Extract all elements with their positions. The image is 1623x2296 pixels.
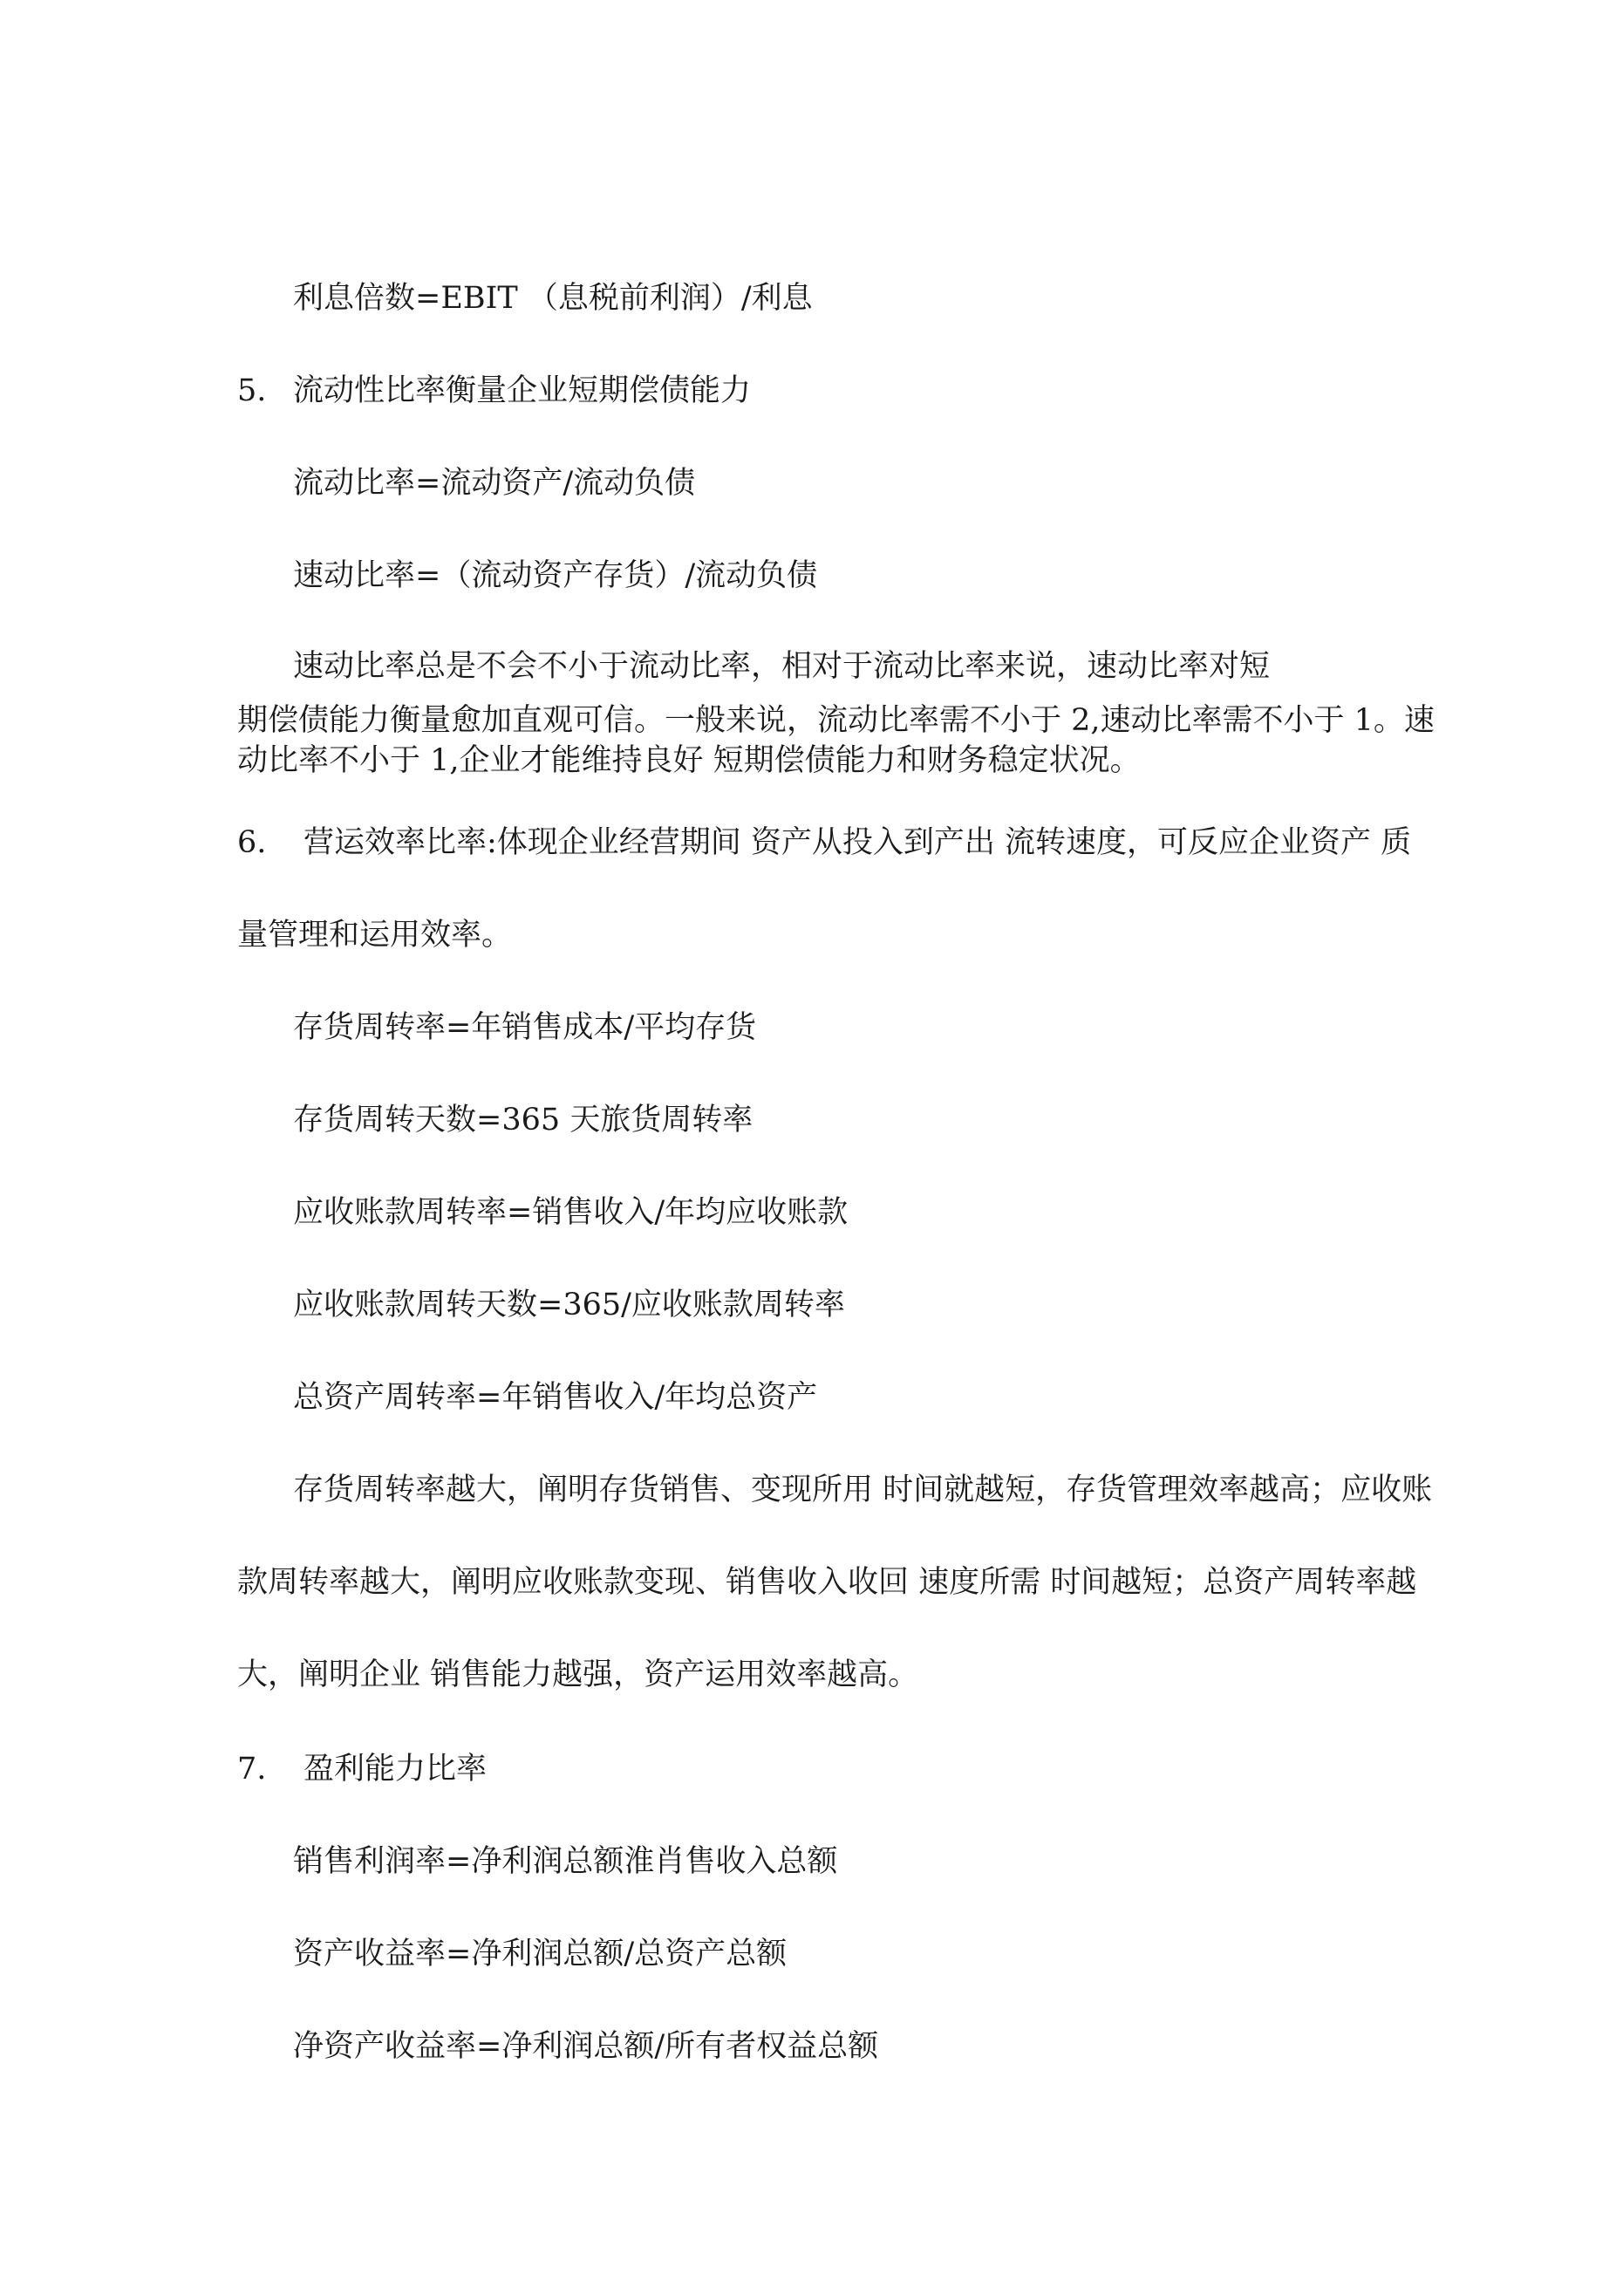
paragraph-turnover-line-2: 款周转率越大，阐明应收账款变现、销售收入收回 速度所需 时间越短；总资产周转率越 [237,1565,1417,1600]
section-7-number: 7. [237,1752,267,1787]
receivables-turnover-formula: 应收账款周转率=销售收入/年均应收账款 [293,1195,849,1230]
return-on-equity-formula: 净资产收益率=净利润总额/所有者权益总额 [293,2029,879,2064]
section-6-heading-line-1: 营运效率比率:体现企业经营期间 资产从投入到产出 流转速度，可反应企业资产 质 [303,825,1412,860]
section-6-number: 6. [237,825,267,860]
section-5-heading: 流动性比率衡量企业短期偿债能力 [293,373,752,408]
paragraph-turnover-line-1: 存货周转率越大，阐明存货销售、变现所用 时间就越短，存货管理效率越高；应收账 [293,1473,1433,1507]
section-7-heading: 盈利能力比率 [303,1752,488,1787]
inventory-turnover-formula: 存货周转率=年销售成本/平均存货 [293,1010,757,1045]
receivables-days-formula: 应收账款周转天数=365/应收账款周转率 [293,1288,845,1322]
return-on-assets-formula: 资产收益率=净利润总额/总资产总额 [293,1937,788,1971]
paragraph-quick-ratio-line-2: 期偿债能力衡量愈加直观可信。一般来说，流动比率需不小于 2,速动比率需不小于 1。速 [237,703,1435,738]
section-5-number: 5. [237,373,267,408]
paragraph-turnover-line-3: 大，阐明企业 销售能力越强，资产运用效率越高。 [237,1657,919,1692]
quick-ratio-formula: 速动比率=（流动资产存货）/流动负债 [293,558,818,593]
inventory-days-formula: 存货周转天数=365 天旅货周转率 [293,1103,754,1138]
paragraph-quick-ratio-line-1: 速动比率总是不会不小于流动比率，相对于流动比率来说，速动比率对短 [293,649,1271,684]
sales-margin-formula: 销售利润率=净利润总额淮肖售收入总额 [293,1844,838,1879]
section-6-heading-line-2: 量管理和运用效率。 [237,918,513,953]
current-ratio-formula: 流动比率=流动资产/流动负债 [293,466,696,501]
asset-turnover-formula: 总资产周转率=年销售收入/年均总资产 [293,1380,818,1415]
interest-coverage-formula: 利息倍数=EBIT （息税前利润）/利息 [293,281,813,316]
paragraph-quick-ratio-line-3: 动比率不小于 1,企业才能维持良好 短期偿债能力和财务稳定状况。 [237,743,1141,778]
